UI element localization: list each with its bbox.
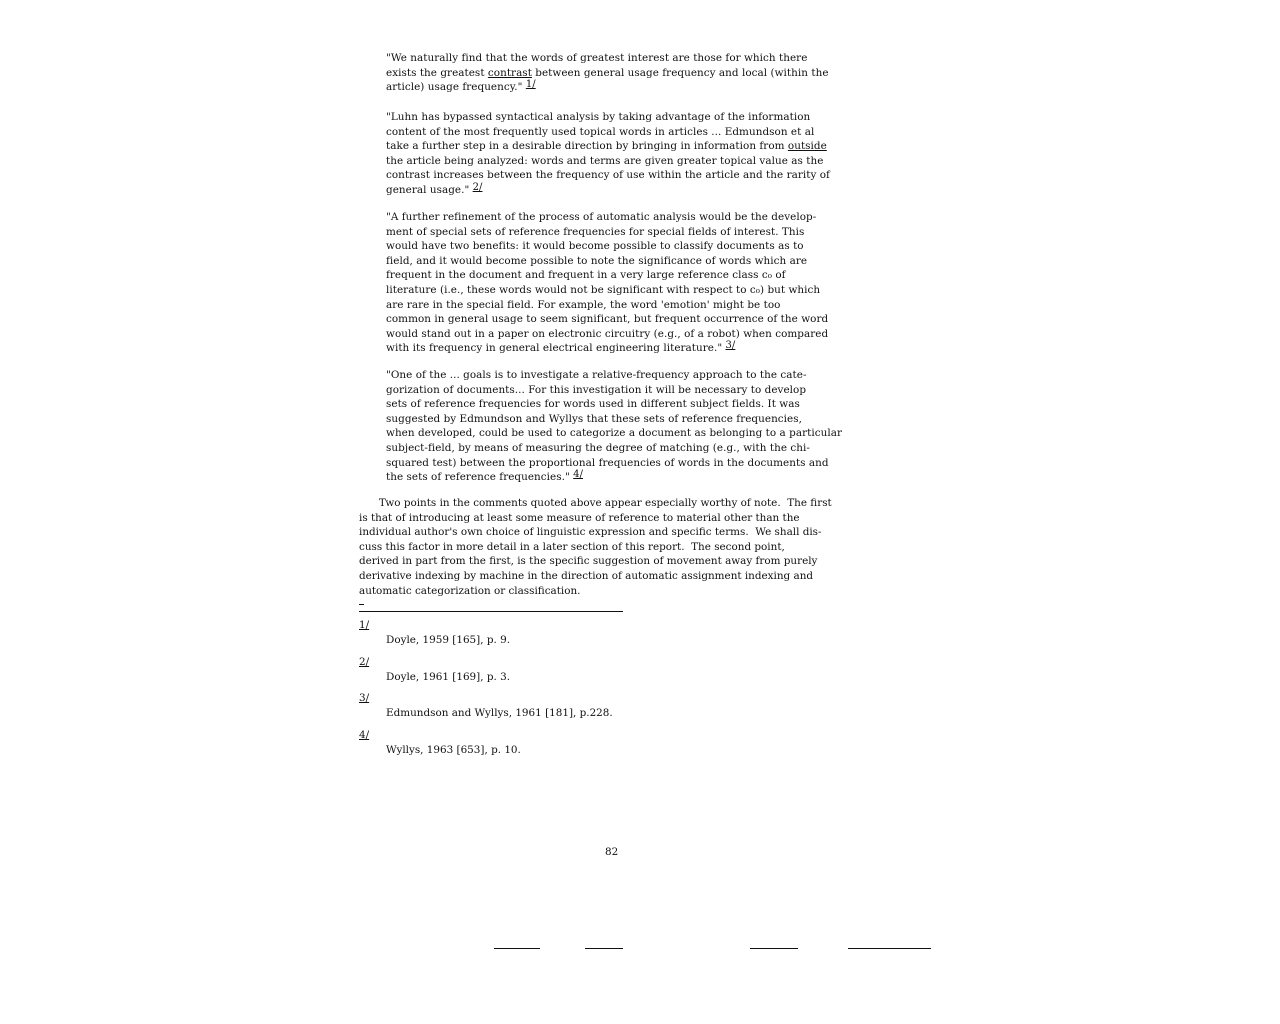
quote-line <box>386 110 864 125</box>
text-run: article) usage frequency." <box>386 81 526 94</box>
text-run: would stand out in a paper on electronic circuitry (e.g., of a robot) when compared <box>386 327 829 340</box>
quote-line <box>386 183 864 199</box>
paragraph-line: automatic categorization or classification. <box>359 584 581 597</box>
footnote-mark: 4/ <box>359 729 370 741</box>
paragraph-line: is that of introducing at least some measure of reference to material other than the <box>359 511 800 524</box>
text-run: with its frequency in general electrical engineering literature." <box>386 342 726 355</box>
text-run: when developed, could be used to categorize a document as belonging to a particular <box>386 427 842 440</box>
footnote-citation: Doyle, 1961 [169], p. 3. <box>386 671 510 683</box>
quote-line <box>386 383 864 398</box>
quote-line <box>386 225 864 240</box>
text-run: "We naturally find that the words of greatest interest are those for which there <box>386 52 808 64</box>
paragraph-line: derivative indexing by machine in the direction of automatic assignment indexing and <box>359 569 814 582</box>
quote-line <box>386 139 864 154</box>
paragraph-line: Two points in the comments quoted above appear especially worthy of note. The first <box>359 497 832 509</box>
underlined-word: contrast <box>487 66 532 79</box>
scan-artifact-line <box>494 948 540 949</box>
paragraph-line: cuss this factor in more detail in a later section of this report. The second point, <box>359 540 785 553</box>
quote-line <box>386 298 864 313</box>
footnote-reference: 1/ <box>525 79 536 91</box>
footnote-mark: 3/ <box>359 692 370 704</box>
quote-line <box>386 66 864 81</box>
text-run: field, and it would become possible to note the significance of words which are <box>386 254 808 267</box>
quote-line <box>386 210 864 225</box>
text-run: content of the most frequently used topical words in articles ... Edmundson et al <box>386 125 815 138</box>
text-run: squared test) between the proportional frequencies of words in the documents and <box>386 456 829 469</box>
footnote-mark: 1/ <box>359 619 370 631</box>
paragraph-line: derived in part from the first, is the specific suggestion of movement away from purely <box>359 555 818 568</box>
block-quote <box>386 51 864 96</box>
quote-line <box>386 312 864 327</box>
text-run: take a further step in a desirable direction by bringing in information from <box>386 140 788 153</box>
quote-line <box>386 154 864 169</box>
quote-line <box>386 80 864 96</box>
text-run: the article being analyzed: words and terms are given greater topical value as the <box>386 154 824 167</box>
quote-line <box>386 283 864 298</box>
block-quote <box>386 210 864 357</box>
scan-artifact-line <box>848 948 931 949</box>
footnote-reference: 2/ <box>472 181 483 193</box>
block-quote <box>386 110 864 199</box>
text-run: "A further refinement of the process of automatic analysis would be the develop- <box>386 211 817 223</box>
text-run: literature (i.e., these words would not be significant with respect to c₀) but which <box>386 283 821 296</box>
text-run: common in general usage to seem significant, but frequent occurrence of the word <box>386 313 829 326</box>
text-run: exists the greatest <box>386 66 488 79</box>
quote-line <box>386 441 864 456</box>
footnote-citation: Edmundson and Wyllys, 1961 [181], p.228. <box>386 707 613 719</box>
quote-line <box>386 397 864 412</box>
text-run: general usage." <box>386 183 473 196</box>
text-run: subject-field, by means of measuring the degree of matching (e.g., with the chi- <box>386 441 810 454</box>
text-run: between general usage frequency and local (within the <box>531 66 829 79</box>
body-paragraph <box>359 496 874 598</box>
scan-artifact-line <box>585 948 623 949</box>
quote-line <box>386 125 864 140</box>
quote-line <box>386 368 864 383</box>
footnote-citation: Wyllys, 1963 [653], p. 10. <box>386 744 521 756</box>
text-run: contrast increases between the frequency of use within the article and the rarity of <box>386 169 830 182</box>
footnote-reference: 3/ <box>725 340 736 352</box>
underlined-word: outside <box>787 140 827 153</box>
text-run: "Luhn has bypassed syntactical analysis by taking advantage of the information <box>386 111 811 123</box>
text-run: suggested by Edmundson and Wyllys that these sets of reference frequencies, <box>386 412 802 425</box>
block-quote <box>386 368 864 486</box>
text-run: the sets of reference frequencies." <box>386 471 574 484</box>
quote-line <box>386 51 864 66</box>
footnote-separator-rule <box>359 611 623 612</box>
quote-line <box>386 254 864 269</box>
footnote-mark: 2/ <box>359 656 370 668</box>
quote-line <box>386 426 864 441</box>
text-run: gorization of documents... For this investigation it will be necessary to develop <box>386 383 807 396</box>
text-run: frequent in the document and frequent in a very large reference class c₀ of <box>386 269 786 282</box>
text-run: are rare in the special field. For example, the word 'emotion' might be too <box>386 298 781 311</box>
text-run: sets of reference frequencies for words used in different subject fields. It was <box>386 398 800 411</box>
quote-line <box>386 327 864 342</box>
scan-artifact-line <box>750 948 798 949</box>
quote-line <box>386 268 864 283</box>
quote-line <box>386 239 864 254</box>
page-number: 82 <box>605 846 619 858</box>
quote-line <box>386 470 864 486</box>
quote-line <box>386 168 864 183</box>
text-run: "One of the ... goals is to investigate a relative-frequency approach to the cate- <box>386 369 807 381</box>
footnote-citation: Doyle, 1959 [165], p. 9. <box>386 634 510 646</box>
text-run: ment of special sets of reference frequencies for special fields of interest. This <box>386 225 805 238</box>
footnote-reference: 4/ <box>573 469 584 481</box>
quote-line <box>386 412 864 427</box>
paragraph-line: individual author's own choice of linguistic expression and specific terms. We shall dis- <box>359 526 822 539</box>
quote-line <box>386 341 864 357</box>
quote-line <box>386 456 864 471</box>
text-run: would have two benefits: it would become possible to classify documents as to <box>386 240 804 253</box>
footnote-rule-mark <box>359 604 364 605</box>
